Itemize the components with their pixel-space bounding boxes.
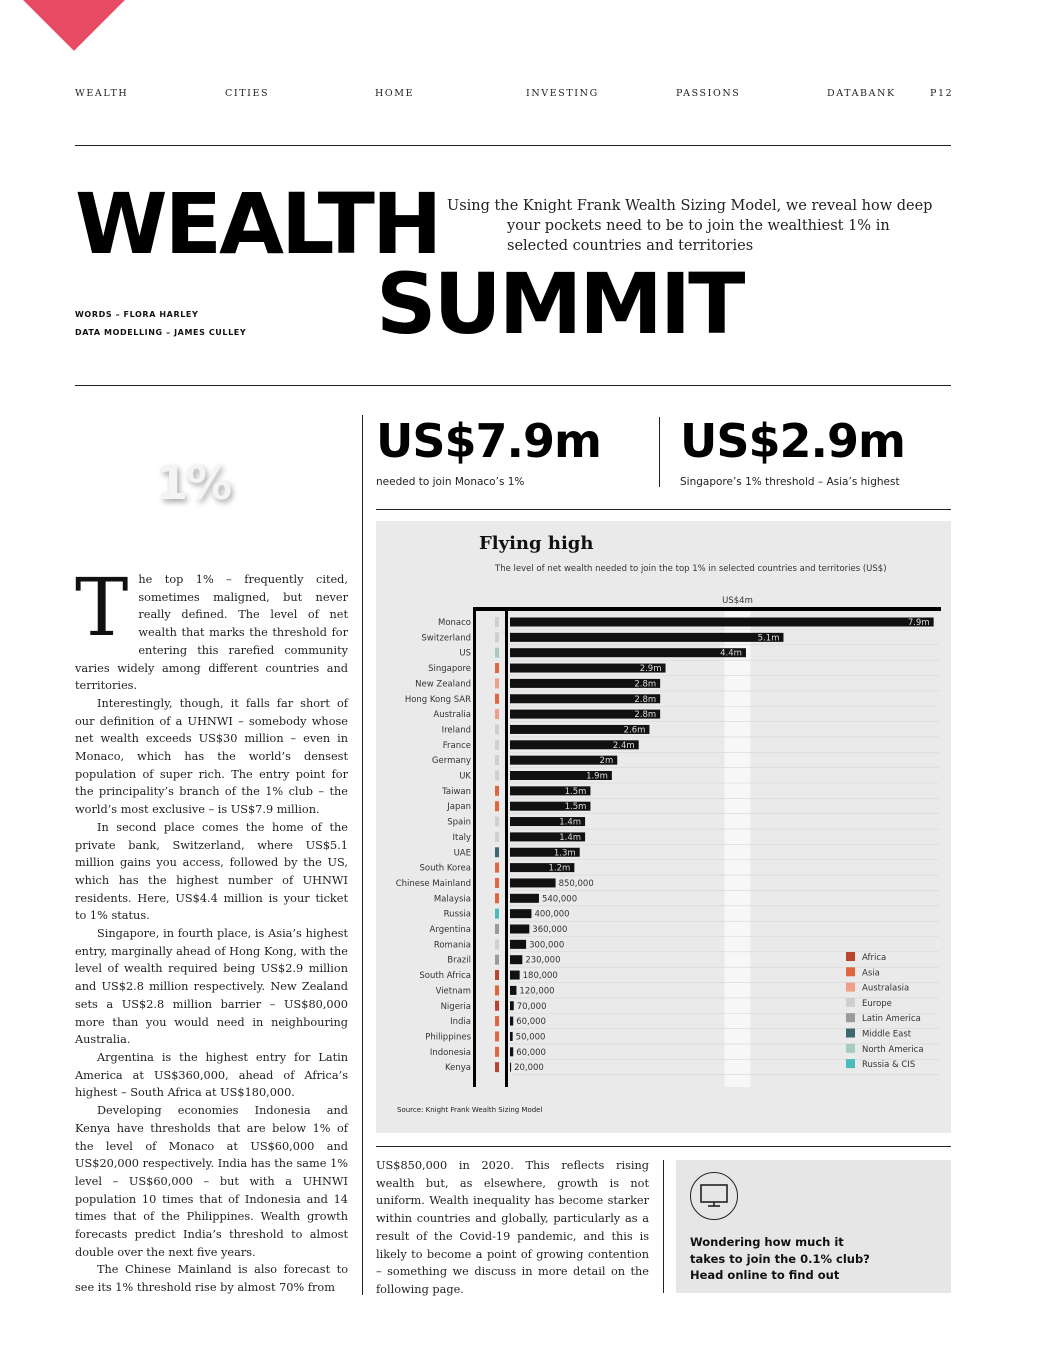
region-swatch (495, 955, 499, 965)
axis-marker-band (725, 611, 751, 1087)
legend-swatch (846, 1029, 855, 1038)
region-swatch (495, 678, 499, 688)
category-label: UAE (453, 848, 471, 859)
region-swatch (495, 939, 499, 949)
legend-label: Africa (862, 953, 887, 963)
region-swatch (495, 924, 499, 934)
promo-text (690, 1234, 940, 1284)
category-label: Spain (447, 817, 471, 828)
one-percent-badge (118, 428, 268, 538)
region-swatch (495, 801, 499, 811)
promo-line: Wondering how much it (690, 1235, 844, 1249)
legend-label: Asia (862, 968, 880, 979)
value-label: 2m (599, 756, 614, 767)
region-swatch (495, 909, 499, 919)
value-label: 1.5m (564, 802, 587, 813)
data-bar (510, 878, 556, 887)
chart-inner-frame (505, 609, 508, 1087)
category-label: UK (459, 771, 471, 782)
category-label: US (459, 648, 471, 659)
article-paragraph: he top 1% – frequently cited, sometimes maligned, but never really defined. The level of net wealth that marks the threshold for entering this rarefied community varies widely among different countries and territories. (75, 573, 348, 693)
value-label: 400,000 (534, 909, 570, 920)
value-label: 60,000 (516, 1017, 546, 1028)
data-bar (510, 971, 520, 980)
value-label: 2.9m (639, 664, 662, 675)
region-swatch (495, 893, 499, 903)
article-paragraph: US$850,000 in 2020. This reflects rising wealth but, as elsewhere, growth is not uniform. Wealth inequality has become starker within countries and globally, particularly as a result of the Covid-19 pandemic, and this is likely to become a point of growing contention – something we discuss in more detail on the following page. (376, 1159, 649, 1296)
article-paragraph: The Chinese Mainland is also forecast to see its 1% threshold rise by almost 70% from (75, 1263, 348, 1295)
region-swatch (495, 985, 499, 995)
category-label: Argentina (429, 925, 471, 935)
chart-top-frame (473, 607, 941, 611)
value-label: 2.8m (634, 694, 657, 705)
value-label: 1.4m (559, 817, 582, 828)
stat-divider (659, 417, 660, 487)
corner-tab (23, 0, 125, 51)
region-swatch (495, 648, 499, 658)
category-label: Ireland (441, 725, 471, 736)
value-label: 850,000 (558, 878, 594, 889)
data-bar (510, 894, 539, 903)
legend-label: North America (862, 1044, 924, 1055)
chart-subtitle: The level of net wealth needed to join the top 1% in selected countries and territories (US$) (495, 564, 887, 574)
region-swatch (495, 1016, 499, 1026)
box-divider (663, 1160, 664, 1293)
value-label: 70,000 (516, 1001, 547, 1012)
article-paragraph: In second place comes the home of the private bank, Switzerland, where US$5.1 million gains you access, followed by the US, which has the highest number of UHNWI residents. Here, US$4.4 million is your ticket to 1% status. (75, 820, 348, 923)
value-label: 230,000 (525, 955, 561, 966)
page-number: P12 (930, 88, 954, 99)
article-paragraph: Interestingly, though, it falls far short of our definition of a UHNWI – somebody whose net wealth exceeds US$30 million – even in Monaco, which has the world’s densest population of super rich. The entry point for the principality’s branch of the 1% club – the world’s most exclusive – is US$7.9 million. (75, 696, 348, 817)
region-swatch (495, 724, 499, 734)
region-swatch (495, 817, 499, 827)
intro-line: your pockets need to be to join the wealthiest 1% in (507, 218, 890, 234)
badge-text: 1% (155, 456, 231, 510)
category-label: Singapore (428, 664, 471, 675)
region-swatch (495, 755, 499, 765)
data-bar (510, 618, 934, 627)
category-label: Chinese Mainland (395, 878, 471, 889)
legend-swatch (846, 983, 855, 992)
region-swatch (495, 617, 499, 627)
category-label: South Korea (419, 863, 471, 874)
region-swatch (495, 663, 499, 673)
data-bar (510, 1032, 513, 1041)
chart-title: Flying high (479, 533, 594, 554)
category-label: Hong Kong SAR (404, 694, 471, 705)
region-swatch (495, 632, 499, 642)
data-bar (510, 633, 783, 642)
legend-swatch (846, 1013, 855, 1022)
category-label: Germany (431, 756, 471, 767)
category-label: Indonesia (429, 1047, 471, 1058)
category-label: Brazil (447, 955, 471, 966)
promo-box[interactable] (676, 1160, 951, 1293)
category-label: South Africa (419, 971, 471, 982)
region-swatch (495, 970, 499, 980)
stat-singapore-value: US$2.9m (680, 414, 905, 468)
data-bar (510, 955, 522, 964)
nav-item-cities[interactable]: CITIES (225, 88, 270, 99)
region-swatch (495, 1031, 499, 1041)
category-label: India (450, 1017, 471, 1028)
category-label: Italy (452, 832, 471, 843)
article-column-2 (376, 1157, 649, 1297)
stats-rule (376, 509, 951, 510)
value-label: 7.9m (907, 618, 930, 628)
region-swatch (495, 709, 499, 719)
legend-swatch (846, 1044, 855, 1053)
monitor-icon (690, 1172, 738, 1220)
value-label: 4.4m (720, 648, 742, 659)
legend-label: Middle East (862, 1029, 912, 1040)
intro-text (447, 196, 933, 256)
data-bar (510, 1017, 513, 1026)
promo-line: Head online to find out (690, 1268, 840, 1282)
value-label: 5.1m (757, 633, 780, 644)
article-paragraph: Argentina is the highest entry for Latin America at US$360,000, ahead of Africa’s highest – South Africa at US$180,000. (75, 1050, 348, 1100)
value-label: 1.9m (586, 771, 608, 782)
region-swatch (495, 1047, 499, 1057)
chart-source: Source: Knight Frank Wealth Sizing Model (397, 1106, 543, 1114)
credit-words: WORDS – FLORA HARLEY (75, 310, 199, 319)
intro-line: selected countries and territories (507, 238, 754, 254)
data-bar (510, 925, 529, 934)
data-bar (510, 986, 516, 995)
column-divider (362, 415, 363, 1295)
value-label: 540,000 (541, 894, 578, 905)
legend-label: Latin America (862, 1014, 921, 1025)
value-label: 120,000 (519, 986, 555, 997)
region-swatch (495, 878, 499, 888)
region-swatch (495, 832, 499, 842)
nav-item-investing[interactable]: INVESTING (526, 88, 599, 99)
category-label: Romania (433, 940, 471, 951)
data-bar (510, 1063, 511, 1072)
value-label: 180,000 (522, 971, 558, 982)
category-label: Russia (443, 909, 471, 920)
value-label: 300,000 (529, 940, 565, 951)
data-bar (510, 940, 526, 949)
region-swatch (495, 847, 499, 857)
category-label: New Zealand (415, 679, 471, 690)
value-label: 1.2m (548, 863, 571, 874)
value-label: 2.4m (612, 740, 635, 751)
section-nav (75, 88, 954, 102)
category-label: Nigeria (440, 1001, 471, 1012)
category-label: Vietnam (435, 986, 471, 997)
legend-swatch (846, 1059, 855, 1068)
legend-swatch (846, 998, 855, 1007)
nav-item-home[interactable]: HOME (375, 88, 415, 99)
value-label: 60,000 (516, 1047, 546, 1058)
region-swatch (495, 1001, 499, 1011)
article-column-1 (75, 561, 348, 1301)
title-line-1: WEALTH (75, 175, 440, 273)
legend-swatch (846, 967, 855, 976)
nav-item-databank[interactable]: DATABANK (827, 88, 896, 99)
article-paragraph: Singapore, in fourth place, is Asia’s highest entry, marginally ahead of Hong Kong, with the level of wealth required being US$2.9 million and US$2.8 million respectively. New Zealand sets a US$2.8 million barrier – US$80,000 more than you would need in neighbouring Australia. (75, 927, 348, 1047)
top-rule (75, 145, 951, 146)
data-bar (510, 1047, 513, 1056)
axis-marker-label: US$4m (722, 596, 753, 606)
category-label: Taiwan (442, 786, 471, 797)
value-label: 1.3m (553, 848, 576, 859)
region-swatch (495, 740, 499, 750)
value-label: 50,000 (515, 1032, 546, 1043)
data-bar (510, 1001, 514, 1010)
category-label: Switzerland (421, 633, 471, 644)
promo-line: takes to join the 0.1% club? (690, 1251, 870, 1266)
header-rule (75, 385, 951, 386)
chart-panel (376, 521, 951, 1133)
stat-monaco-value: US$7.9m (376, 414, 601, 468)
region-swatch (495, 771, 499, 781)
region-swatch (495, 863, 499, 873)
nav-item-wealth[interactable]: WEALTH (75, 88, 129, 99)
value-label: 2.6m (623, 725, 646, 736)
data-bar (510, 909, 531, 918)
category-label: Malaysia (433, 894, 471, 905)
nav-item-passions[interactable]: PASSIONS (676, 88, 741, 99)
legend-label: Australasia (862, 983, 910, 994)
legend-swatch (846, 952, 855, 961)
intro-line: Using the Knight Frank Wealth Sizing Model, we reveal how deep (447, 198, 933, 214)
value-label: 1.4m (559, 832, 582, 843)
category-label: Australia (433, 710, 471, 721)
chart-left-frame (473, 609, 476, 1087)
category-label: Monaco (437, 618, 471, 628)
category-label: Kenya (444, 1063, 471, 1074)
region-swatch (495, 1062, 499, 1072)
stat-monaco-caption: needed to join Monaco’s 1% (376, 476, 525, 488)
category-label: Philippines (425, 1032, 471, 1043)
credit-data: DATA MODELLING – JAMES CULLEY (75, 328, 247, 337)
legend-label: Europe (862, 998, 892, 1009)
stat-singapore-caption: Singapore’s 1% threshold – Asia’s highest (680, 476, 900, 488)
value-label: 2.8m (634, 710, 657, 721)
chart-bottom-rule (376, 1146, 951, 1147)
dropcap: T (75, 561, 129, 654)
value-label: 2.8m (634, 679, 657, 690)
value-label: 20,000 (514, 1063, 544, 1074)
region-swatch (495, 694, 499, 704)
legend-label: Russia & CIS (862, 1060, 916, 1071)
region-swatch (495, 786, 499, 796)
title-line-2: SUMMIT (376, 255, 743, 353)
category-label: France (442, 740, 471, 751)
article-paragraph: Developing economies Indonesia and Kenya have thresholds that are below 1% of the level of Monaco at US$60,000 and US$20,000 respectively. India has the same 1% level – US$60,000 – but with a UHNWI population 10 times that of Indonesia and 14 times that of the Philippines. Wealth growth forecasts predict India’s threshold to almost double over the next five years. (75, 1104, 348, 1259)
data-bar (510, 648, 746, 657)
bar-chart (376, 521, 951, 1133)
value-label: 360,000 (532, 925, 568, 935)
category-label: Japan (447, 802, 471, 813)
value-label: 1.5m (564, 786, 587, 797)
